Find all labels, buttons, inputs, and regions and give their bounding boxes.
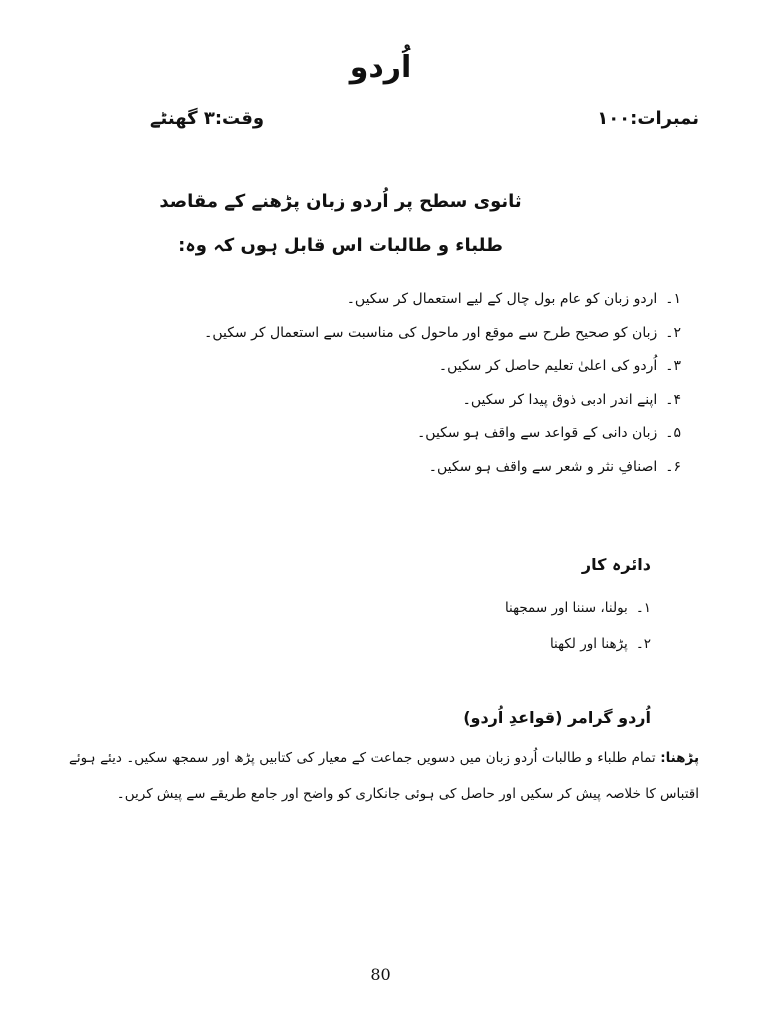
objective-number: ۱۔	[665, 291, 681, 307]
objective-item	[121, 317, 681, 351]
scope-text: بولنا، سننا اور سمجھنا	[504, 600, 628, 616]
objective-item	[121, 350, 681, 384]
objective-item	[121, 384, 681, 418]
time-label: وقت:۳ گھنٹے	[150, 108, 265, 129]
marks-label: نمبرات:۱۰۰	[597, 108, 699, 129]
objective-number: ۶۔	[665, 458, 681, 475]
objective-item	[121, 283, 681, 317]
scope-number: ۱۔	[635, 600, 651, 616]
reading-label: پڑھنا:	[660, 750, 700, 766]
scope-number: ۲۔	[635, 636, 651, 652]
objective-text: اصنافِ نثر و شعر سے واقف ہو سکیں۔	[428, 458, 658, 475]
page-title: اُردو	[349, 50, 412, 85]
objective-number: ۳۔	[665, 358, 681, 375]
objective-text: اپنے اندر ادبی ذوق پیدا کر سکیں۔	[462, 391, 658, 408]
objective-number: ۲۔	[665, 324, 681, 341]
objective-number: ۴۔	[665, 391, 681, 408]
scope-list	[505, 590, 651, 662]
objectives-list	[121, 283, 681, 485]
objective-text: اُردو کی اعلیٰ تعلیم حاصل کر سکیں۔	[438, 358, 658, 375]
reading-text: تمام طلباء و طالبات اُردو زبان میں دسویں جماعت کے معیار کی کتابیں پڑھ اور سمجھ سکیں۔ دیئے ہوئے اقتباس کا خلاصہ پیش کر سکیں اور حاصل کی ہوئی جانکاری کو واضح اور جامع طریقے سے پیش کریں۔	[69, 750, 699, 802]
page-number: 80	[370, 965, 391, 984]
objective-item	[121, 417, 681, 451]
objective-text: اردو زبان کو عام بول چال کے لیے استعمال کر سکیں۔	[346, 291, 658, 307]
reading-paragraph	[69, 740, 699, 812]
objective-item	[121, 451, 681, 485]
objective-text: زبان دانی کے قواعد سے واقف ہو سکیں۔	[417, 425, 658, 442]
scope-heading: دائرہ کار	[581, 555, 651, 574]
grammar-heading: اُردو گرامر (قواعدِ اُردو)	[463, 708, 651, 727]
objective-number: ۵۔	[665, 425, 681, 442]
objective-text: زبان کو صحیح طرح سے موقع اور ماحول کی مناسبت سے استعمال کر سکیں۔	[204, 324, 658, 341]
objectives-heading-line2: طلباء و طالبات اس قابل ہوں کہ وہ:	[178, 235, 503, 256]
scope-text: پڑھنا اور لکھنا	[549, 636, 628, 652]
objectives-heading	[0, 180, 761, 268]
scope-item	[505, 626, 651, 662]
objectives-heading-line1: ثانوی سطح پر اُردو زبان پڑھنے کے مقاصد	[159, 191, 522, 212]
scope-item	[505, 590, 651, 626]
